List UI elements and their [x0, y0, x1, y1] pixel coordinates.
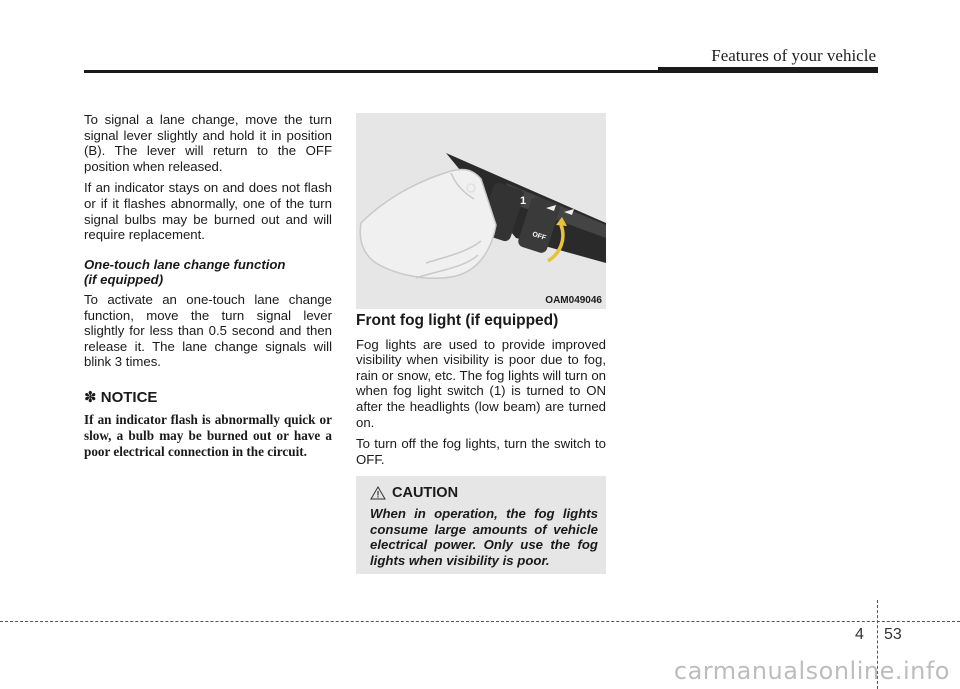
switch-number-label: 1 [520, 195, 527, 207]
watermark: carmanualsonline.info [673, 657, 950, 685]
caution-text: When in operation, the fog lights consume large amounts of vehicle electrical power. Only use the fog lights when visibility is poor. [370, 506, 598, 568]
switch-off-label: OFF [531, 231, 547, 242]
notice-heading [84, 390, 332, 406]
fog-light-paragraph-1: Fog lights are used to provide improved visibility when visibility is poor due to fog, rain or snow, etc. The fog lights will turn on when fog light switch (1) is turned to ON after the headlights (low beam) are turned on. [356, 336, 606, 430]
fog-light-switch-figure [356, 113, 606, 309]
indicator-paragraph: If an indicator stays on and does not flash or if it flashes abnormally, one of the turn signal bulbs may be burned out and will require replacement. [84, 180, 332, 243]
lane-change-paragraph: To activate an one-touch lane change function, move the turn signal lever slightly for less than 0.5 second and then release it. The lane change signals will blink 3 times. [84, 291, 332, 370]
notice-title: NOTICE [100, 388, 158, 406]
subheading-line-2: (if equipped) [84, 272, 164, 288]
notice-symbol-icon: ✽ [84, 388, 97, 406]
notice-text: If an indicator flash is abnormally quick or slow, a bulb may be burned out or have a poor electrical connection in the circuit. [84, 411, 332, 459]
running-header: Features of your vehicle [711, 46, 876, 65]
page-number: 53 [884, 626, 902, 643]
footer-rule [0, 621, 960, 622]
caution-box [356, 476, 606, 574]
lane-change-subheading [84, 257, 332, 288]
hand-on-lever-illustration [356, 113, 606, 309]
right-column [356, 313, 606, 473]
turn-signal-paragraph: To signal a lane change, move the turn signal lever slightly and hold it in position (B). The lever will return to the OFF position when released. [84, 112, 332, 174]
caution-heading [370, 485, 458, 501]
header-accent-bar [658, 67, 878, 73]
subheading-line-1: One-touch lane change function [84, 256, 286, 272]
fog-light-paragraph-2: To turn off the fog lights, turn the switch to OFF. [356, 436, 606, 467]
fog-light-heading: Front fog light (if equipped) [356, 312, 559, 329]
caution-title: CAUTION [392, 485, 459, 501]
left-column [84, 112, 332, 466]
chapter-number: 4 [855, 626, 864, 643]
warning-triangle-icon [370, 486, 386, 500]
figure-code: OAM049046 [545, 295, 602, 306]
